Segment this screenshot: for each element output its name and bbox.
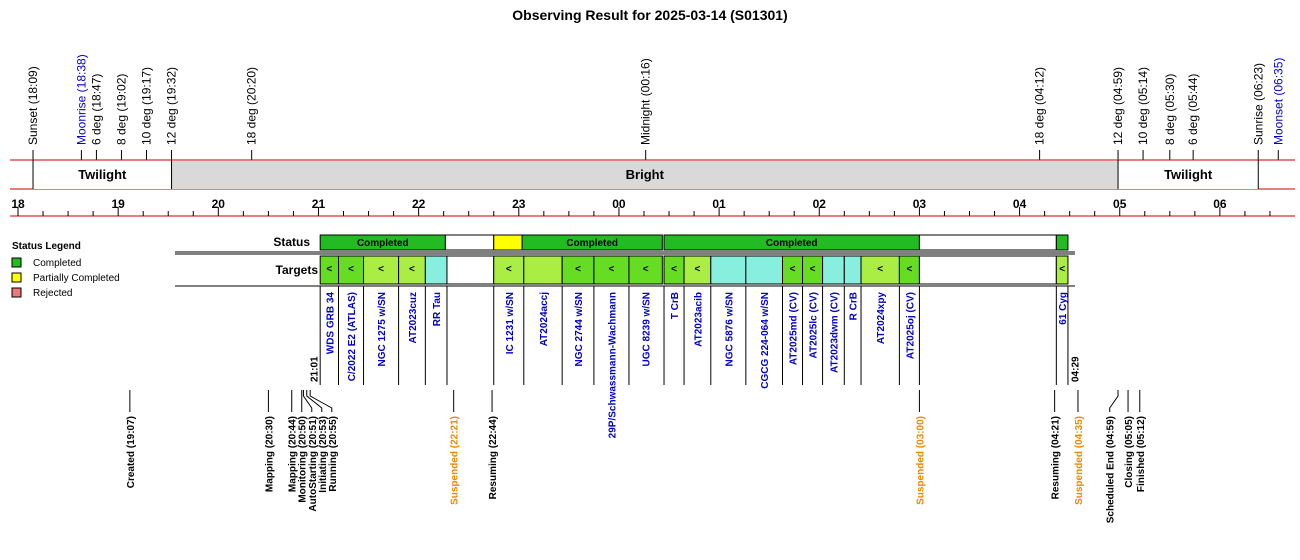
target-name-wds-grb-34: WDS GRB 34 xyxy=(325,292,337,355)
hour-tick-label-06: 06 xyxy=(1213,197,1227,211)
target-name-r-crb: R CrB xyxy=(848,292,860,321)
target-block xyxy=(447,256,494,284)
operation-event-resuming-04-21: Resuming (04:21) xyxy=(1050,416,1062,500)
sky-event-label-sunset-18-09: Sunset (18:09) xyxy=(26,66,41,145)
target-block-mark: < xyxy=(378,264,384,275)
status-row-label: Status xyxy=(273,235,310,249)
targets-row xyxy=(175,254,1082,438)
target-name-at2025lc-cv: AT2025lc (CV) xyxy=(808,292,820,359)
target-block-mark: < xyxy=(326,264,333,275)
sky-event-label-6-deg-18-47: 6 deg (18:47) xyxy=(89,73,104,145)
hour-tick-label-18: 18 xyxy=(11,197,25,211)
target-block-mark: < xyxy=(906,264,913,275)
legend-label-completed: Completed xyxy=(33,258,82,269)
hour-tick-label-00: 00 xyxy=(612,197,626,211)
target-name-at2023acib: AT2023acib xyxy=(693,292,705,347)
status-block xyxy=(1056,235,1068,250)
observation-end-time: 04:29 xyxy=(1070,356,1082,382)
sky-event-label-12-deg-19-32: 12 deg (19:32) xyxy=(164,66,179,145)
status-row xyxy=(175,235,1075,252)
sky-event-label-8-deg-05-30: 8 deg (05:30) xyxy=(1162,73,1177,145)
operation-event-mapping-20-44: Mapping (20:44) xyxy=(287,416,299,493)
operation-event-finished-05-12: Finished (05:12) xyxy=(1135,416,1147,493)
status-block xyxy=(445,235,493,250)
operation-event-suspended-04-35: Suspended (04:35) xyxy=(1073,416,1085,505)
status-block-label: Completed xyxy=(566,238,619,249)
target-name-61-cyg: 61 Cyg xyxy=(1058,292,1070,325)
sky-event-label-moonset-06-35: Moonset (06:35) xyxy=(1271,57,1286,145)
operation-event-resuming-22-44: Resuming (22:44) xyxy=(488,416,500,500)
sky-bands-group xyxy=(10,160,1295,189)
sky-band-label-bright: Bright xyxy=(625,167,664,182)
target-name-ngc-1275-w-sn: NGC 1275 w/SN xyxy=(377,292,389,367)
sky-event-label-10-deg-19-17: 10 deg (19:17) xyxy=(139,66,154,145)
target-block-mark: < xyxy=(1059,264,1066,275)
target-name-29p-schwassmann-wachmann: 29P/Schwassmann-Wachmann xyxy=(607,292,619,439)
target-name-c-2022-e2-atlas: C/2022 E2 (ATLAS) xyxy=(347,292,359,382)
target-block-mark: < xyxy=(642,264,649,275)
target-block-mark: < xyxy=(505,264,512,275)
target-block xyxy=(524,256,562,284)
target-name-ngc-2744-w-sn: NGC 2744 w/SN xyxy=(574,292,586,367)
target-block-mark: < xyxy=(789,264,796,275)
legend-title: Status Legend xyxy=(12,241,81,252)
target-name-rr-tau: RR Tau xyxy=(432,292,444,327)
hour-tick-label-04: 04 xyxy=(1012,197,1027,211)
operation-event-initiating-20-53: Initiating (20:53) xyxy=(317,416,329,493)
target-block-mark: < xyxy=(877,264,884,275)
sky-event-label-10-deg-05-14: 10 deg (05:14) xyxy=(1136,66,1151,145)
hour-axis-group xyxy=(10,197,1295,216)
status-block-label: Completed xyxy=(356,238,409,249)
hour-tick-label-02: 02 xyxy=(812,197,826,211)
target-block xyxy=(919,256,1056,284)
legend-swatch-completed xyxy=(12,258,21,267)
operation-event-autostarting-20-51: AutoStarting (20:51) xyxy=(307,416,319,512)
target-name-t-crb: T CrB xyxy=(670,292,682,320)
legend-swatch-rejected xyxy=(12,288,21,297)
target-name-ic-1231-w-sn: IC 1231 w/SN xyxy=(504,292,516,355)
target-block xyxy=(711,256,746,284)
operation-events-group xyxy=(126,390,1147,523)
operation-event-closing-05-05: Closing (05:05) xyxy=(1124,416,1136,488)
operation-event-monitoring-20-50: Monitoring (20:50) xyxy=(297,416,309,503)
legend-swatch-partially-completed xyxy=(12,273,21,282)
target-block xyxy=(746,256,783,284)
operation-event-scheduled-end-04-59: Scheduled End (04:59) xyxy=(1105,416,1117,524)
legend-label-partially-completed: Partially Completed xyxy=(33,273,120,284)
operation-event-suspended-03-00: Suspended (03:00) xyxy=(915,416,927,505)
target-name-ugc-8239-w-sn: UGC 8239 w/SN xyxy=(641,292,653,367)
sky-event-label-moonrise-18-38: Moonrise (18:38) xyxy=(74,54,89,145)
chart-title: Observing Result for 2025-03-14 (S01301) xyxy=(512,7,788,23)
target-block-mark: < xyxy=(694,264,701,275)
status-block xyxy=(919,235,1056,250)
operation-event-created-19-07: Created (19:07) xyxy=(125,416,137,489)
observation-start-time: 21:01 xyxy=(309,356,321,382)
target-name-at2024accj: AT2024accj xyxy=(538,292,550,347)
sky-event-label-8-deg-19-02: 8 deg (19:02) xyxy=(114,73,129,145)
target-block xyxy=(823,256,845,284)
legend-label-rejected: Rejected xyxy=(33,288,73,299)
target-name-at2025oj-cv: AT2025oj (CV) xyxy=(905,292,917,360)
target-name-cgcg-224-064-w-sn: CGCG 224-064 w/SN xyxy=(760,292,772,389)
target-block-mark: < xyxy=(608,264,615,275)
operation-event-suspended-22-21: Suspended (22:21) xyxy=(449,416,461,505)
hour-tick-label-05: 05 xyxy=(1113,197,1127,211)
target-name-at2024xpy: AT2024xpy xyxy=(876,292,888,345)
hour-tick-label-21: 21 xyxy=(311,197,326,211)
status-block xyxy=(494,235,522,250)
status-block-label: Completed xyxy=(765,238,818,249)
sky-events-group xyxy=(26,54,1285,160)
operation-event-mapping-20-30: Mapping (20:30) xyxy=(264,416,276,493)
hour-tick-label-19: 19 xyxy=(111,197,125,211)
targets-row-label: Targets xyxy=(275,263,318,277)
sky-event-label-18-deg-20-20: 18 deg (20:20) xyxy=(244,66,259,145)
hour-tick-label-23: 23 xyxy=(512,197,526,211)
hour-tick-label-01: 01 xyxy=(712,197,726,211)
operation-event-running-20-55: Running (20:55) xyxy=(327,416,339,492)
hour-tick-label-22: 22 xyxy=(411,197,426,211)
target-name-at2023cuz: AT2023cuz xyxy=(407,292,419,344)
target-block-mark: < xyxy=(575,264,581,275)
operation-event-leader xyxy=(1110,390,1118,412)
sky-event-label-12-deg-04-59: 12 deg (04:59) xyxy=(1111,66,1126,145)
target-block xyxy=(844,256,861,284)
hour-tick-label-03: 03 xyxy=(912,197,927,211)
target-block-mark: < xyxy=(409,264,415,275)
hour-tick-label-20: 20 xyxy=(211,197,225,211)
target-name-at2025md-cv: AT2025md (CV) xyxy=(788,292,800,366)
target-block-mark: < xyxy=(348,264,354,275)
sky-event-label-18-deg-04-12: 18 deg (04:12) xyxy=(1032,66,1047,145)
target-block-mark: < xyxy=(671,264,677,275)
sky-event-label-6-deg-05-44: 6 deg (05:44) xyxy=(1186,73,1201,145)
target-block-mark: < xyxy=(809,264,816,275)
status-legend xyxy=(12,241,120,299)
sky-event-label-midnight-00-16: Midnight (00:16) xyxy=(638,58,653,145)
sky-band-label-twilight: Twilight xyxy=(1164,167,1213,182)
sky-event-label-sunrise-06-23: Sunrise (06:23) xyxy=(1251,62,1266,145)
target-block xyxy=(425,256,447,284)
target-name-ngc-5876-w-sn: NGC 5876 w/SN xyxy=(724,292,736,367)
target-name-at2023dwm-cv: AT2023dwm (CV) xyxy=(829,292,841,373)
sky-band-label-twilight: Twilight xyxy=(78,167,127,182)
